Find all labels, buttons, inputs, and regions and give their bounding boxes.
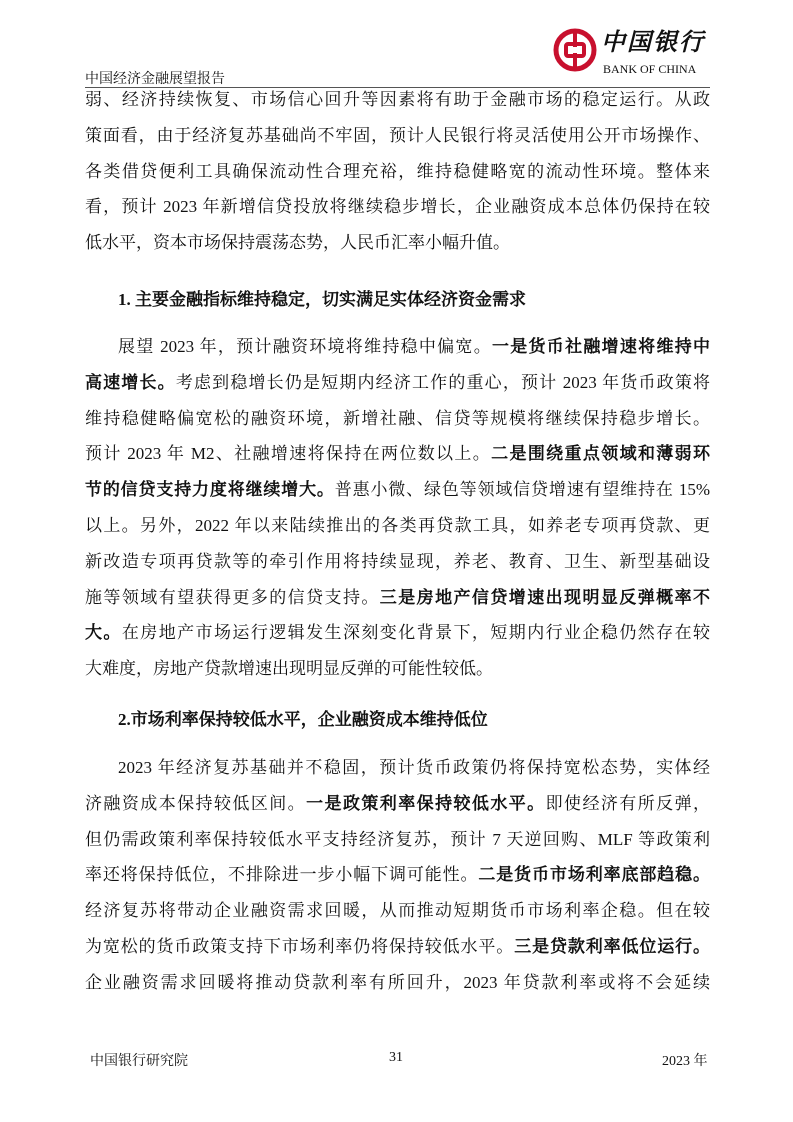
text-line <box>118 750 710 786</box>
text-run: 展望 2023 年，预计融资环境将维持稳中偏宽。 <box>118 337 492 356</box>
text-run: 普惠小微、绿色等领域信贷增速有望维持在 15% <box>334 480 711 500</box>
text-run: 在房地产市场运行逻辑发生深刻变化背景下，短期内行业企稳仍然存在较 <box>121 623 711 643</box>
logo-chinese-text: 中国银行 <box>601 30 705 56</box>
text-run: 施等领域有望获得更多的信贷支持。 <box>85 587 380 607</box>
text-run: 企业融资需求回暖将推动贷款利率有所回升，2023 年贷款利率或将不会延续 <box>85 972 710 992</box>
text-run: 以上。另外，2022 年以来陆续推出的各类再贷款工具，如养老专项再贷款、更 <box>85 516 710 535</box>
text-line <box>118 329 710 365</box>
bold-text: 一是政策利率保持较低水平。 <box>306 793 546 813</box>
page-number: 31 <box>389 1050 403 1065</box>
text-run: 维持稳健略偏宽松的融资环境，新增社融、信贷等规模将继续保持稳步增长。 <box>85 408 710 428</box>
text-line <box>85 118 710 154</box>
text-line <box>85 965 710 1001</box>
text-line <box>85 822 710 858</box>
text-run: 但仍需政策利率保持较低水平支持经济复苏，预计 7 天逆回购、MLF 等政策利 <box>85 829 710 849</box>
report-title: 中国经济金融展望报告 <box>85 72 225 87</box>
bank-logo-icon <box>553 28 597 72</box>
text-line <box>85 472 710 508</box>
text-run: 各类借贷便利工具确保流动性合理充裕，维持稳健略宽的流动性环境。整体来 <box>85 161 710 181</box>
text-run: 2023 年经济复苏基础并不稳固，预计货币政策仍将保持宽松态势，实体经 <box>118 758 710 777</box>
text-line <box>85 189 710 225</box>
text-run: 策面看，由于经济复苏基础尚不牢固，预计人民银行将灵活使用公开市场操作、 <box>85 125 710 145</box>
bold-text: 二是围绕重点领域和薄弱环 <box>491 444 710 464</box>
bold-text: 二是货币市场利率底部趋稳。 <box>478 865 711 885</box>
text-line <box>85 651 710 687</box>
footer-year: 2023 年 <box>662 1054 708 1069</box>
text-run: 新改造专项再贷款等的牵引作用将持续显现，养老、教育、卫生、新型基础设 <box>85 551 710 571</box>
text-run: 经济复苏将带动企业融资需求回暖，从而推动短期货币市场利率企稳。但在较 <box>85 901 710 921</box>
bold-text: 一是货币社融增速将维持中 <box>491 337 711 356</box>
text-line <box>85 401 710 437</box>
text-line <box>85 508 710 544</box>
text-line <box>85 580 710 616</box>
text-line <box>85 436 710 472</box>
bold-text: 节的信贷支持力度将继续增大。 <box>85 480 335 500</box>
text-line <box>85 154 710 190</box>
text-run: 看，预计 2023 年新增信贷投放将继续稳步增长，企业融资成本总体仍保持在较 <box>85 197 710 217</box>
text-line <box>85 893 710 929</box>
text-run: 弱、经济持续恢复、市场信心回升等因素将有助于金融市场的稳定运行。从政 <box>85 90 710 109</box>
text-line <box>85 82 710 118</box>
text-line <box>85 615 710 651</box>
section-heading: 2.市场利率保持较低水平，企业融资成本维持低位 <box>118 710 488 729</box>
text-run: 大难度，房地产贷款增速出现明显反弹的可能性较低。 <box>85 659 493 679</box>
bold-text: 高速增长。 <box>85 372 176 392</box>
text-line <box>85 929 710 965</box>
bold-text: 三是房地产信贷增速出现明显反弹概率不 <box>379 587 711 607</box>
text-run: 率还将保持低位，不排除进一步小幅下调可能性。 <box>85 865 479 885</box>
text-line <box>85 786 710 822</box>
section-heading: 1. 主要金融指标维持稳定，切实满足实体经济资金需求 <box>118 290 526 309</box>
text-run: 济融资成本保持较低区间。 <box>85 793 307 813</box>
text-run: 即使经济有所反弹， <box>545 793 711 813</box>
text-run: 预计 2023 年 M2、社融增速将保持在两位数以上。 <box>85 444 492 464</box>
bold-text: 三是贷款利率低位运行。 <box>514 937 711 956</box>
logo-english-text: BANK OF CHINA <box>603 62 697 76</box>
text-line <box>85 544 710 580</box>
bold-text: 大。 <box>85 623 122 643</box>
text-line <box>85 365 710 401</box>
bank-of-china-logo <box>553 20 713 82</box>
text-line <box>85 225 710 261</box>
text-run: 低水平，资本市场保持震荡态势，人民币汇率小幅升值。 <box>85 233 510 253</box>
footer-institution: 中国银行研究院 <box>90 1054 188 1069</box>
text-run: 为宽松的货币政策支持下市场利率仍将保持较低水平。 <box>85 937 515 956</box>
text-run: 考虑到稳增长仍是短期内经济工作的重心，预计 2023 年货币政策将 <box>175 372 711 392</box>
text-line <box>85 857 710 893</box>
